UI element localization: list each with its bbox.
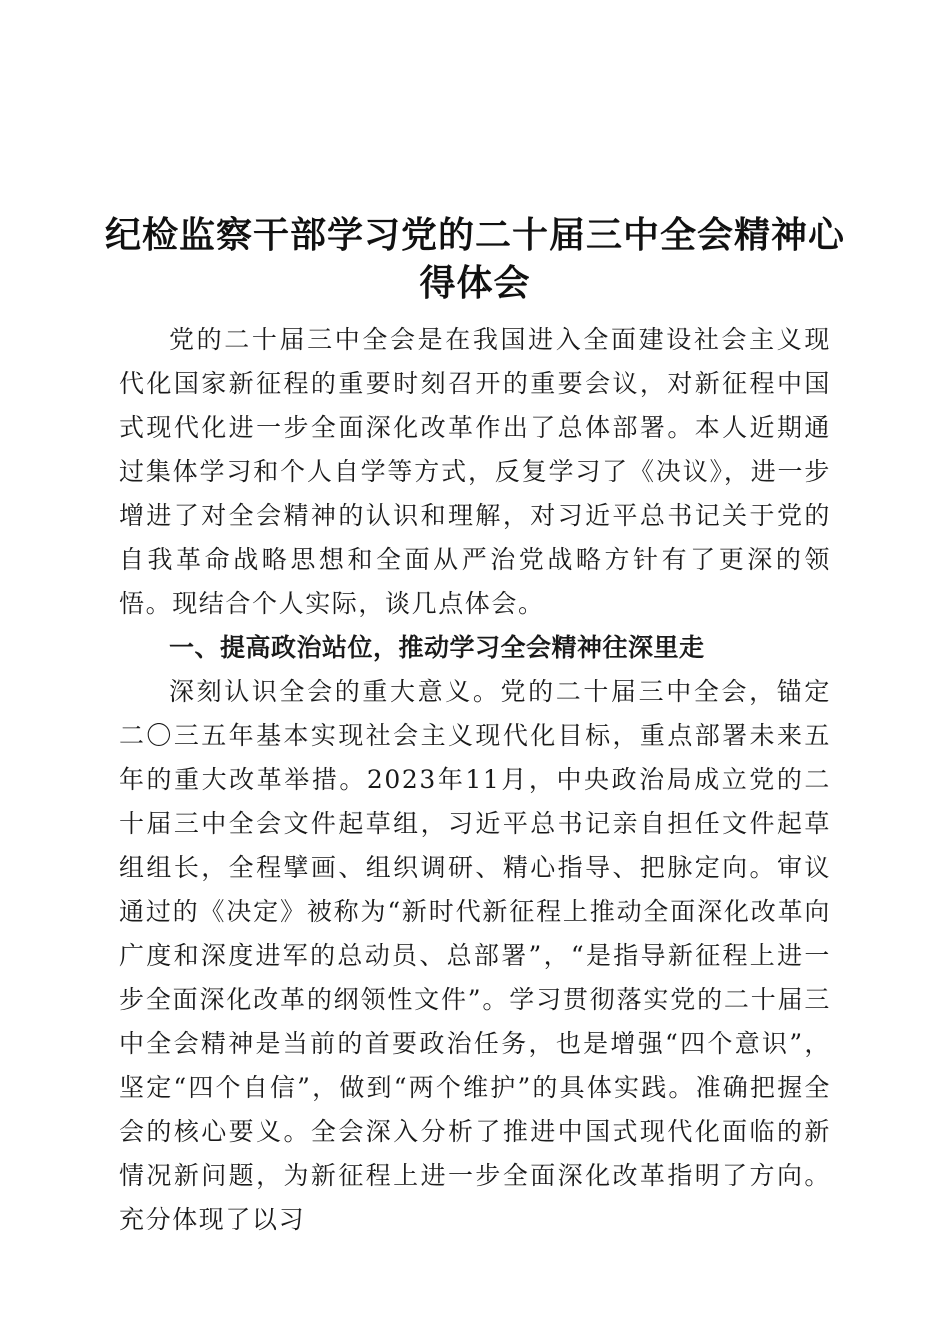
document-title: 纪检监察干部学习党的二十届三中全会精神心得体会 [104,215,845,305]
section-heading: 一、提高政治站位，推动学习全会精神往深里走 [169,633,705,662]
document-body [119,318,831,1242]
intro-paragraph: 党的二十届三中全会是在我国进入全面建设社会主义现代化国家新征程的重要时刻召开的重要会议，对新征程中国式现代化进一步全面深化改革作出了总体部署。本人近期通过集体学习和个人自学等方式，反复学习了《决议》，进一步增进了对全会精神的认识和理解，对习近平总书记关于党的自我革命战略思想和全面从严治党战略方针有了更深的领悟。现结合个人实际，谈几点体会。 [119,325,831,618]
section-paragraph: 深刻认识全会的重大意义。党的二十届三中全会，锚定二〇三五年基本实现社会主义现代化目标，重点部署未来五年的重大改革举措。2023年11月，中央政治局成立党的二十届三中全会文件起草组，习近平总书记亲自担任文件起草组组长，全程擘画、组织调研、精心指导、把脉定向。审议通过的《决定》被称为“新时代新征程上推动全面深化改革向广度和深度进军的总动员、总部署”，“是指导新征程上进一步全面深化改革的纲领性文件”。学习贯彻落实党的二十届三中全会精神是当前的首要政治任务，也是增强“四个意识”，坚定“四个自信”，做到“两个维护”的具体实践。准确把握全会的核心要义。全会深入分析了推进中国式现代化面临的新情况新问题，为新征程上进一步全面深化改革指明了方向。充分体现了以习 [119,677,831,1234]
